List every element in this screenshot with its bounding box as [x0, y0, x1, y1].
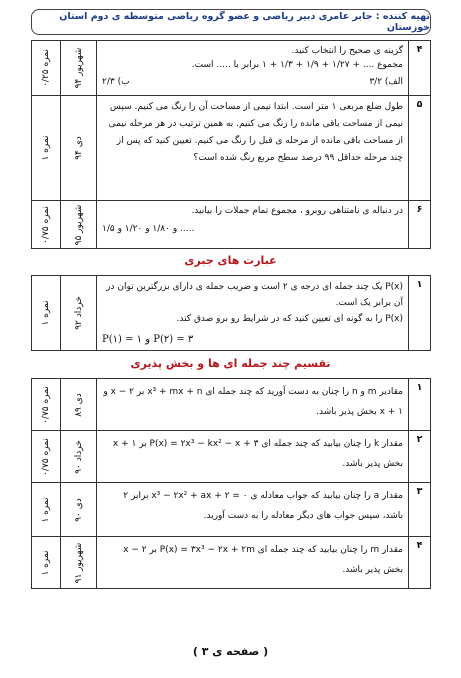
question-body: [97, 41, 409, 96]
score-cell: ۱ نمره: [32, 276, 61, 351]
question-number: ۳: [409, 483, 431, 537]
option-a[interactable]: الف) ۳/۲: [369, 77, 403, 87]
question-number: ۱: [409, 379, 431, 431]
question-number: ۴: [409, 537, 431, 589]
answer-options: [102, 75, 403, 89]
date-cell: خرداد ۹۰: [61, 431, 97, 483]
sequence: ..... و ۱/۸۰ و ۱/۲۰ و ۱/۵: [102, 224, 195, 234]
page-number: ( صفحه ی ۳ ): [192, 645, 269, 658]
score-cell: ۱ نمره: [32, 483, 61, 537]
question-text: طول ضلع مربعی ۱ متر است. ابتدا نیمی از مساحت آن را رنگ می کنیم. سپس نیمی از مساحت باقی مانده را رنگ می کنیم. به همین ترتیب در هر مرحله نیمی از مساحت باقی مانده از مرحله ی قبل را رنگ می کنیم. تعیین کنید که پس از چند مرحله حداقل ۹۹ درصد سطح مربع رنگ شده است؟: [108, 102, 403, 163]
question-body: [97, 483, 409, 537]
questions-table-series: [31, 40, 431, 249]
score-cell: ۰/۷۵ نمره: [32, 431, 61, 483]
question-text: مجموع .... + ۱/۲۷ + ۱/۹ + ۱/۳ + ۱ برابر با ..... است.: [191, 60, 403, 70]
score-cell: ۰/۷۵ نمره: [32, 379, 61, 431]
question-number: ۱: [409, 276, 431, 351]
question-text: گزینه ی صحیح را انتخاب کنید.: [291, 46, 403, 56]
page-header: تهیه کننده : جابر عامری دبیر ریاضی و عضو گروه ریاضی متوسطه ی دوم استان خوزستان: [31, 9, 431, 35]
score-cell: ۱ نمره: [32, 537, 61, 589]
question-number: ۲: [409, 431, 431, 483]
question-body: [97, 431, 409, 483]
question-row: [32, 431, 431, 483]
question-row: [32, 379, 431, 431]
question-row: [32, 96, 431, 201]
date-cell: شهریور ۹۵: [61, 201, 97, 249]
question-text: P(x) را به گونه ای تعیین کنید که در شرایط رو برو صدق کند.: [176, 314, 403, 324]
date-cell: خرداد ۹۲: [61, 276, 97, 351]
score-cell: ۰/۲۵ نمره: [32, 41, 61, 96]
question-body: [97, 201, 409, 249]
date-cell: دی ۹۰: [61, 483, 97, 537]
question-text: مقدار m را چنان بیابید که چند جمله ای P(x) = ۳x³ − ۲x + ۲m بر x − ۲ بخش پذیر باشد.: [123, 545, 403, 575]
question-row: [32, 483, 431, 537]
section-title-polynomial-division: تقسیم چند جمله ای ها و بخش پذیری: [130, 357, 331, 370]
date-cell: شهریور ۹۱: [61, 537, 97, 589]
score-cell: ۰/۷۵ نمره: [32, 201, 61, 249]
condition: P(۱) = ۱ و P(۲) = ۳: [102, 334, 194, 345]
question-text: P(x) یک چند جمله ای درجه ی ۲ است و ضریب جمله ی دارای بزرگترین توان در آن برابر یک است.: [106, 282, 403, 308]
question-row: [32, 41, 431, 96]
question-row: [32, 201, 431, 249]
question-text: مقادیر m و n را چنان به دست آورید که چند جمله ای x³ + mx + n بر x − ۲ و x + ۱ بخش پذیر باشد.: [103, 387, 403, 417]
date-cell: دی ۸۹: [61, 379, 97, 431]
score-cell: ۱ نمره: [32, 96, 61, 201]
date-cell: دی ۹۴: [61, 96, 97, 201]
question-number: ۵: [409, 96, 431, 201]
question-row: [32, 537, 431, 589]
question-body: [97, 96, 409, 201]
question-body: [97, 276, 409, 351]
questions-table-algebra: [31, 275, 431, 351]
question-body: [97, 537, 409, 589]
question-body: [97, 379, 409, 431]
option-b[interactable]: ب) ۲/۳: [102, 77, 130, 87]
question-row: [32, 276, 431, 351]
question-number: ۶: [409, 201, 431, 249]
date-cell: شهریور ۹۴: [61, 41, 97, 96]
question-text: مقدار a را چنان بیابید که جواب معادله ی x³ − ۲x² + ax + ۲ = ۰ برابر ۲ باشد، سپس جواب های دیگر معادله را به دست آورید.: [123, 491, 403, 521]
question-number: ۴: [409, 41, 431, 96]
question-text: در دنباله ی نامتناهی روبرو ، مجموع تمام جملات را بیابید.: [191, 206, 403, 216]
section-title-algebraic-expressions: عبارت های جبری: [184, 254, 277, 267]
question-text: مقدار k را چنان بیابید که چند جمله ای P(x) = ۲x³ − kx² − x + ۳ بر x + ۱ بخش پذیر باشد.: [112, 439, 403, 469]
questions-table-division: [31, 378, 431, 589]
